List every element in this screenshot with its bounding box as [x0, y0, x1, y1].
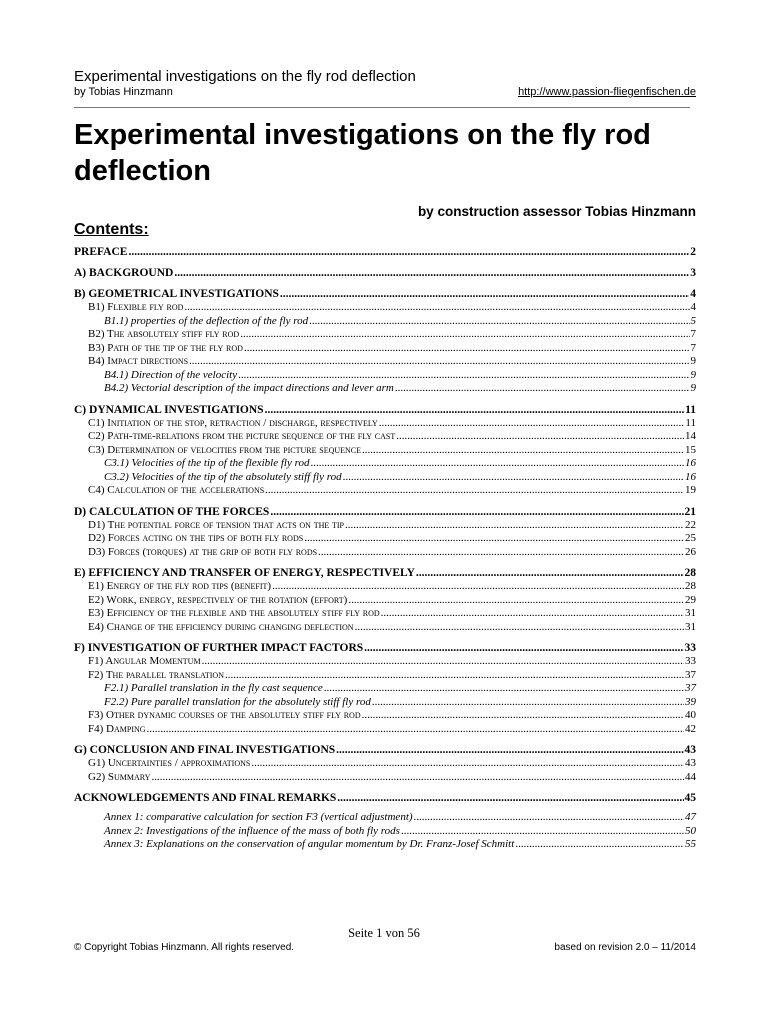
toc-entry-label: C3.1) Velocities of the tip of the flexible fly rod	[104, 457, 310, 469]
toc-dot-leader	[364, 641, 683, 655]
toc-entry-page: 16	[685, 457, 696, 469]
toc-entry[interactable]	[74, 532, 696, 546]
toc-entry-label: F2.2) Pure parallel translation for the absolutely stiff fly rod	[104, 695, 371, 708]
toc-entry-page: 4	[690, 301, 696, 313]
toc-entry-label: B4.2) Vectorial description of the impact directions and lever arm	[104, 382, 394, 394]
toc-dot-leader	[244, 342, 690, 356]
toc-entry-label: E4) Change of the efficiency during changing deflection	[88, 620, 354, 633]
toc-entry-page: 31	[685, 620, 696, 633]
toc-entry-label: C3) Determination of velocities from the picture sequence	[88, 443, 362, 456]
toc-dot-leader	[336, 743, 683, 757]
toc-entry-page: 43	[685, 757, 696, 769]
toc-entry-page: 47	[685, 811, 696, 823]
toc-entry-label: Annex 2: Investigations of the influence of the mass of both fly rods	[104, 824, 400, 837]
toc-dot-leader	[318, 546, 684, 560]
toc-entry-label: Annex 3: Explanations on the conservation of angular momentum by Dr. Franz-Josef Schmitt	[104, 838, 515, 850]
toc-entry[interactable]	[74, 328, 696, 342]
header-author: by Tobias Hinzmann	[74, 86, 173, 98]
toc-entry-page: 42	[685, 722, 696, 735]
toc-entry-label: B1) Flexible fly rod	[88, 301, 184, 313]
toc-dot-leader	[379, 417, 685, 431]
toc-entry[interactable]	[74, 315, 696, 329]
toc-entry-label: B3) Path of the tip of the fly rod	[88, 341, 243, 354]
toc-dot-leader	[225, 669, 684, 683]
toc-entry-page: 16	[685, 470, 696, 483]
table-of-contents	[74, 245, 696, 852]
toc-entry-page: 44	[685, 770, 696, 783]
footer-revision: based on revision 2.0 – 11/2014	[554, 942, 696, 953]
toc-dot-leader	[309, 315, 689, 329]
toc-entry-page: 28	[685, 580, 696, 592]
toc-entry[interactable]	[74, 417, 696, 431]
toc-entry-label: E2) Work, energy, respectively of the rotation (effort)	[88, 593, 348, 606]
toc-entry-page: 7	[690, 341, 696, 354]
toc-entry[interactable]	[74, 287, 696, 301]
toc-dot-leader	[151, 771, 684, 785]
toc-entry-page: 37	[685, 682, 696, 694]
toc-entry[interactable]	[74, 519, 696, 533]
toc-entry-page: 37	[685, 668, 696, 681]
toc-entry[interactable]	[74, 245, 696, 259]
toc-entry-label: C) DYNAMICAL INVESTIGATIONS	[74, 403, 264, 416]
toc-entry[interactable]	[74, 444, 696, 458]
toc-entry-page: 43	[684, 744, 696, 756]
toc-dot-leader	[311, 457, 685, 471]
toc-entry[interactable]	[74, 607, 696, 621]
toc-dot-leader	[396, 430, 684, 444]
toc-entry[interactable]	[74, 641, 696, 655]
toc-entry-label: C2) Path-time-relations from the picture sequence of the fly cast	[88, 430, 396, 442]
toc-entry[interactable]	[74, 566, 696, 580]
toc-dot-leader	[355, 621, 684, 635]
toc-dot-leader	[128, 245, 689, 259]
toc-entry[interactable]	[74, 505, 696, 519]
toc-dot-leader	[395, 382, 690, 396]
toc-entry[interactable]	[74, 838, 696, 852]
toc-entry-label: F2) The parallel translation	[88, 668, 224, 681]
toc-entry-page: 11	[685, 403, 696, 416]
toc-entry[interactable]	[74, 594, 696, 608]
toc-dot-leader	[401, 825, 684, 839]
toc-entry[interactable]	[74, 403, 696, 417]
toc-entry-label: G1) Uncertainties / approximations	[88, 757, 251, 769]
toc-entry[interactable]	[74, 743, 696, 757]
toc-entry-page: 31	[685, 607, 696, 619]
toc-entry[interactable]	[74, 825, 696, 839]
toc-entry-page: 26	[685, 545, 696, 558]
contents-heading: Contents:	[74, 221, 149, 238]
toc-dot-leader	[280, 287, 689, 301]
toc-dot-leader	[238, 369, 689, 383]
toc-entry-label: D1) The potential force of tension that acts on the tip	[88, 518, 345, 531]
toc-entry-page: 19	[685, 484, 696, 496]
toc-dot-leader	[414, 811, 684, 825]
toc-entry-label: E) EFFICIENCY AND TRANSFER OF ENERGY, RESPECTIVELY	[74, 567, 415, 579]
toc-dot-leader	[304, 532, 684, 546]
toc-dot-leader	[251, 757, 684, 771]
toc-entry-label: F2.1) Parallel translation in the fly cast sequence	[104, 682, 323, 694]
document-title: Experimental investigations on the fly rod deflection	[74, 119, 651, 187]
toc-entry-page: 3	[690, 267, 696, 279]
toc-entry-label: ACKNOWLEDGEMENTS AND FINAL REMARKS	[74, 792, 337, 804]
toc-entry-label: D2) Forces acting on the tips of both fly rods	[88, 532, 304, 544]
toc-entry-label: G) CONCLUSION AND FINAL INVESTIGATIONS	[74, 744, 336, 756]
toc-entry[interactable]	[74, 430, 696, 444]
toc-entry-page: 5	[690, 314, 696, 327]
toc-entry-label: PREFACE	[74, 246, 128, 258]
toc-entry[interactable]	[74, 266, 696, 280]
toc-entry-page: 29	[685, 593, 696, 606]
toc-entry[interactable]	[74, 655, 696, 669]
toc-entry-page: 7	[690, 328, 696, 340]
header-title: Experimental investigations on the fly rod deflection	[74, 68, 416, 85]
toc-entry-label: C4) Calculation of the accelerations	[88, 484, 265, 496]
toc-entry[interactable]	[74, 301, 696, 315]
toc-entry-label: F) INVESTIGATION OF FURTHER IMPACT FACTORS	[74, 642, 364, 654]
toc-entry[interactable]	[74, 621, 696, 635]
toc-entry-label: G2) Summary	[88, 770, 151, 783]
toc-entry[interactable]	[74, 669, 696, 683]
toc-entry[interactable]	[74, 355, 696, 369]
toc-entry-label: E3) Efficiency of the flexible and the absolutely stiff fly rod	[88, 607, 380, 619]
toc-entry-page: 9	[690, 382, 696, 394]
toc-dot-leader	[515, 838, 684, 852]
toc-entry-label: B) GEOMETRICAL INVESTIGATIONS	[74, 288, 279, 300]
document-author: by construction assessor Tobias Hinzmann	[417, 204, 696, 219]
toc-entry[interactable]	[74, 811, 696, 825]
toc-entry[interactable]	[74, 771, 696, 785]
toc-dot-leader	[265, 484, 684, 498]
toc-entry[interactable]	[74, 457, 696, 471]
toc-entry-page: 28	[684, 567, 696, 579]
toc-entry-label: Annex 1: comparative calculation for section F3 (vertical adjustment)	[104, 811, 413, 823]
toc-entry-label: C3.2) Velocities of the tip of the absolutely stiff fly rod	[104, 470, 342, 483]
toc-entry-page: 33	[684, 642, 696, 654]
toc-entry-label: B4.1) Direction of the velocity	[104, 368, 238, 381]
toc-entry-page: 40	[685, 709, 696, 721]
footer	[74, 942, 696, 954]
toc-entry-page: 45	[684, 792, 696, 804]
toc-dot-leader	[174, 266, 689, 280]
toc-entry-page: 14	[685, 430, 696, 442]
toc-entry-label: C1) Initiation of the stop, retraction / discharge, respectively	[88, 416, 378, 429]
toc-entry-label: D) CALCULATION OF THE FORCES	[74, 505, 270, 518]
toc-entry-page: 39	[685, 695, 696, 708]
toc-dot-leader	[416, 566, 684, 580]
toc-dot-leader	[272, 580, 684, 594]
toc-entry-label: B1.1) properties of the deflection of the fly rod	[104, 314, 309, 327]
toc-dot-leader	[343, 471, 684, 485]
toc-entry[interactable]	[74, 382, 696, 396]
toc-entry-page: 11	[685, 416, 696, 429]
toc-dot-leader	[348, 594, 684, 608]
header-url-link[interactable]: http://www.passion-fliegenfischen.de	[518, 86, 696, 98]
toc-dot-leader	[147, 723, 684, 737]
toc-dot-leader	[345, 519, 684, 533]
toc-entry[interactable]	[74, 342, 696, 356]
toc-dot-leader	[265, 403, 685, 417]
header-divider	[74, 107, 690, 108]
toc-dot-leader	[362, 444, 684, 458]
toc-entry-page: 25	[685, 532, 696, 544]
toc-dot-leader	[184, 301, 689, 315]
toc-entry-label: F4) Damping	[88, 722, 146, 735]
toc-entry[interactable]	[74, 484, 696, 498]
toc-entry-page: 33	[685, 655, 696, 667]
toc-entry-label: F1) Angular Momentum	[88, 655, 201, 667]
toc-dot-leader	[372, 696, 684, 710]
toc-entry-page: 22	[685, 518, 696, 531]
toc-dot-leader	[270, 505, 683, 519]
toc-entry-label: E1) Energy of the fly rod tips (benefit)	[88, 580, 272, 592]
toc-entry-label: F3) Other dynamic courses of the absolutely stiff fly rod	[88, 709, 361, 721]
footer-copyright: © Copyright Tobias Hinzmann. All rights reserved.	[74, 942, 295, 953]
toc-entry-page: 50	[685, 824, 696, 837]
toc-entry-label: B2) The absolutely stiff fly rod	[88, 328, 240, 340]
toc-entry[interactable]	[74, 696, 696, 710]
toc-dot-leader	[189, 355, 689, 369]
page-number: Seite 1 von 56	[348, 926, 420, 940]
toc-entry[interactable]	[74, 709, 696, 723]
toc-entry-page: 55	[685, 838, 696, 850]
toc-entry[interactable]	[74, 471, 696, 485]
toc-dot-leader	[324, 682, 684, 696]
toc-entry[interactable]	[74, 723, 696, 737]
toc-dot-leader	[337, 791, 683, 805]
toc-entry[interactable]	[74, 682, 696, 696]
running-header	[74, 68, 696, 99]
toc-entry[interactable]	[74, 546, 696, 560]
toc-entry-page: 4	[690, 288, 696, 300]
toc-entry-page: 9	[690, 368, 696, 381]
toc-entry[interactable]	[74, 791, 696, 805]
toc-dot-leader	[202, 655, 684, 669]
toc-entry[interactable]	[74, 757, 696, 771]
toc-entry-page: 21	[684, 505, 696, 518]
toc-dot-leader	[362, 709, 684, 723]
toc-entry-page: 2	[690, 246, 696, 258]
toc-entry-label: B4) Impact directions	[88, 355, 189, 367]
toc-dot-leader	[240, 328, 689, 342]
toc-entry[interactable]	[74, 369, 696, 383]
toc-entry[interactable]	[74, 580, 696, 594]
toc-entry-page: 9	[690, 355, 696, 367]
toc-entry-label: D3) Forces (torques) at the grip of both fly rods	[88, 545, 318, 558]
toc-dot-leader	[381, 607, 684, 621]
toc-entry-label: A) BACKGROUND	[74, 267, 174, 279]
toc-entry-page: 15	[685, 443, 696, 456]
